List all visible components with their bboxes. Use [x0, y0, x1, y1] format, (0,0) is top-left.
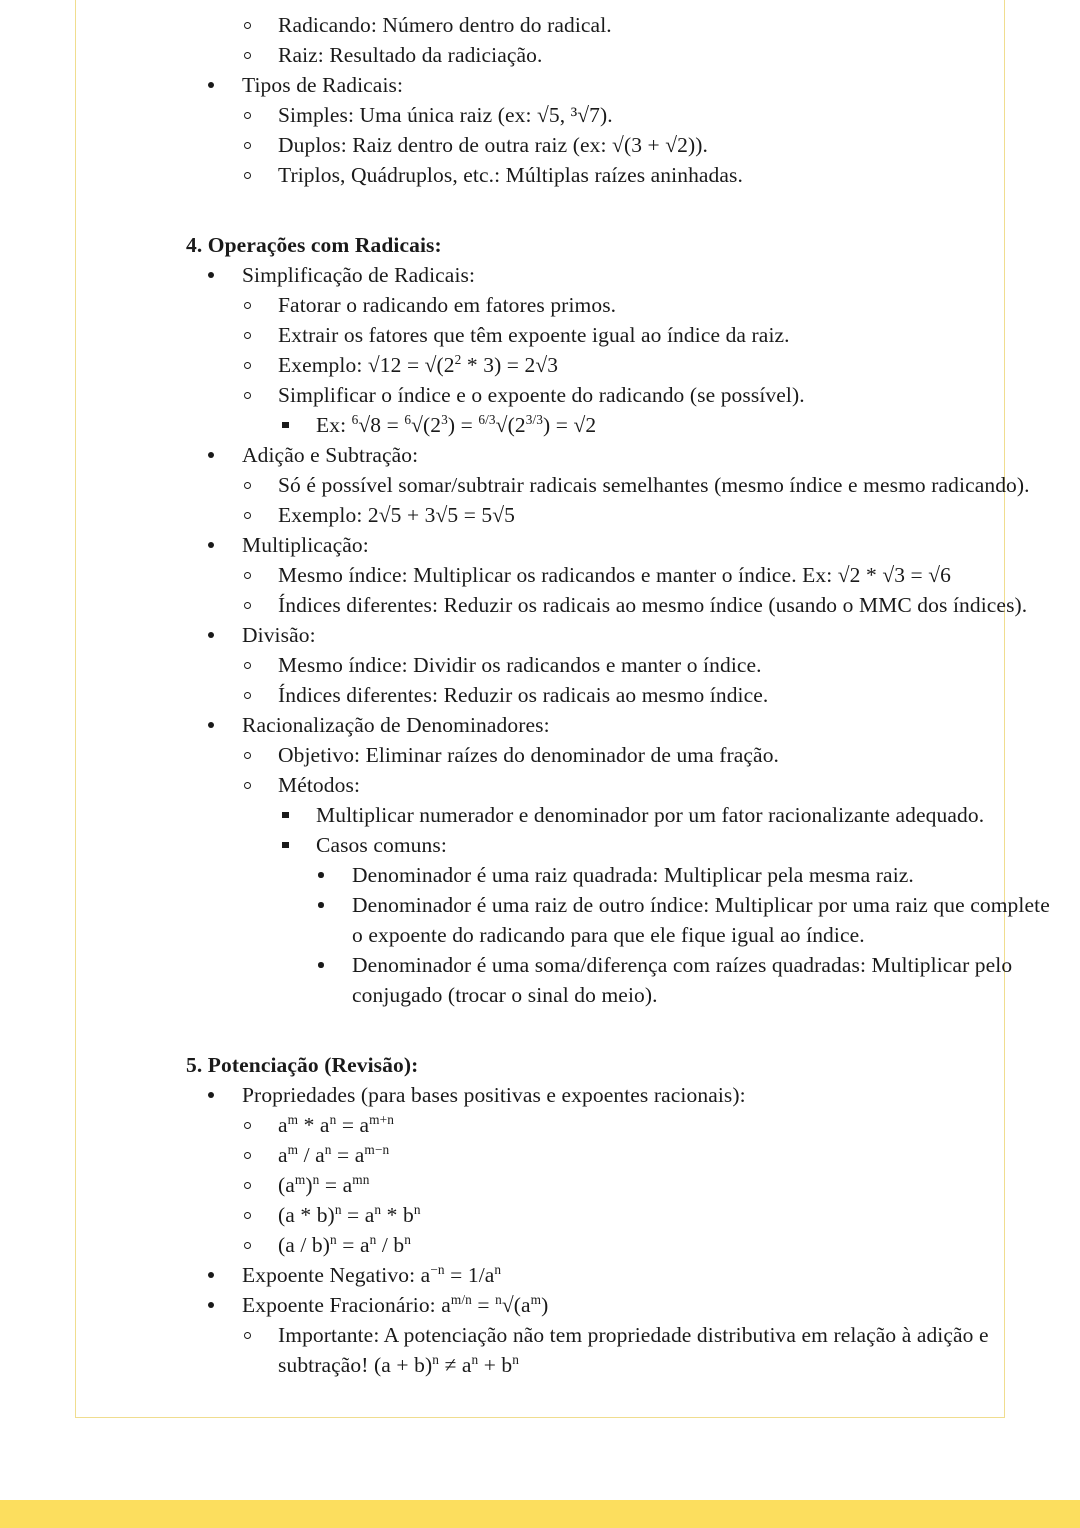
list-item [244, 40, 1056, 70]
list-item [244, 1320, 1056, 1380]
list-item-label: Adição e Subtração: [242, 443, 419, 467]
list-item-label: Denominador é uma soma/diferença com raízes quadradas: Multiplicar pelo conjugado (trocar o sinal do meio). [352, 953, 1013, 1007]
bullet-hollow-circle-icon [244, 1200, 270, 1230]
bullet-hollow-circle-icon [244, 1230, 270, 1260]
list-item [244, 740, 1056, 770]
list-item [244, 100, 1056, 130]
list-item [208, 440, 1056, 470]
list-item [244, 590, 1056, 620]
list-item-label: Simples: Uma única raiz (ex: √5, ³√7). [278, 103, 613, 127]
bullet-hollow-circle-icon [244, 590, 270, 620]
bullet-hollow-circle-icon [244, 1110, 270, 1140]
list-item [244, 1230, 1056, 1260]
bullet-hollow-circle-icon [244, 100, 270, 130]
list-item [244, 1140, 1056, 1170]
list-item-label: Triplos, Quádruplos, etc.: Múltiplas raízes aninhadas. [278, 163, 743, 187]
list-item [208, 1260, 1056, 1290]
list-item [244, 560, 1056, 590]
list-item-label: Divisão: [242, 623, 316, 647]
list-item [244, 320, 1056, 350]
list-item [244, 680, 1056, 710]
bullet-square-icon [282, 830, 308, 860]
bullet-disc-icon [208, 70, 234, 100]
list-item [318, 860, 1056, 890]
top-items-group [186, 10, 1056, 190]
document-content [186, 10, 1056, 1380]
list-item-label: Só é possível somar/subtrair radicais semelhantes (mesmo índice e mesmo radicando). [278, 473, 1030, 497]
list-item [318, 950, 1056, 1010]
list-item [282, 800, 1056, 830]
list-item-label: Radicando: Número dentro do radical. [278, 13, 612, 37]
bullet-hollow-circle-icon [244, 470, 270, 500]
bullet-disc-icon [208, 260, 234, 290]
bullet-small-disc-icon [318, 890, 344, 920]
list-item-label: Índices diferentes: Reduzir os radicais ao mesmo índice. [278, 683, 769, 707]
list-item-label: Duplos: Raiz dentro de outra raiz (ex: √(3 + √2)). [278, 133, 708, 157]
list-item-label: Objetivo: Eliminar raízes do denominador de uma fração. [278, 743, 780, 767]
list-item-label: Importante: A potenciação não tem propriedade distributiva em relação à adição e subtração! $(a + b)^n \ne a^n + b^n$ [278, 1323, 989, 1377]
list-item [208, 530, 1056, 560]
bottom-accent-bar [0, 1500, 1080, 1528]
list-item-label: Expoente Fracionário: $a^{m/n} = ^n√(a^m)$ [242, 1291, 549, 1317]
list-item [244, 380, 1056, 410]
list-item [208, 1080, 1056, 1110]
list-item [244, 770, 1056, 800]
list-item-label: Métodos: [278, 773, 361, 797]
list-item [244, 290, 1056, 320]
list-item-label: Simplificação de Radicais: [242, 263, 476, 287]
list-item-label: $a^m * a^n = a^{m+n}$ [278, 1111, 395, 1137]
bullet-hollow-circle-icon [244, 500, 270, 530]
list-item [244, 10, 1056, 40]
list-item-label: Denominador é uma raiz quadrada: Multiplicar pela mesma raiz. [352, 863, 914, 887]
bullet-hollow-circle-icon [244, 130, 270, 160]
bullet-hollow-circle-icon [244, 350, 270, 380]
bullet-hollow-circle-icon [244, 1320, 270, 1350]
list-item-label: $a^m / a^n = a^{m-n}$ [278, 1141, 390, 1167]
list-item [208, 620, 1056, 650]
list-item-label: Racionalização de Denominadores: [242, 713, 550, 737]
bullet-hollow-circle-icon [244, 740, 270, 770]
section-4-items [186, 260, 1056, 1010]
list-item [318, 890, 1056, 950]
list-item-label: Exemplo: 2√5 + 3√5 = 5√5 [278, 503, 516, 527]
bullet-hollow-circle-icon [244, 1140, 270, 1170]
bullet-hollow-circle-icon [244, 10, 270, 40]
list-item-label: Extrair os fatores que têm expoente igual ao índice da raiz. [278, 323, 790, 347]
list-item-label: Exemplo: $√12 = √(2^2 * 3) = 2√3$ [278, 351, 559, 377]
list-item [244, 1170, 1056, 1200]
list-item-label: Ex: $^6√8 = ^6√(2^3) = ^{6/3}√(2^{3/3}) = √2$ [316, 411, 597, 437]
list-item [244, 500, 1056, 530]
list-item-label: Multiplicar numerador e denominador por um fator racionalizante adequado. [316, 803, 985, 827]
list-item [244, 470, 1056, 500]
list-item-label: Multiplicação: [242, 533, 369, 557]
list-item-label: $(a^m)^n = a^{mn}$ [278, 1171, 370, 1197]
bullet-small-disc-icon [318, 860, 344, 890]
list-item-label: Expoente Negativo: $a^{-n} = 1/a^n$ [242, 1261, 502, 1287]
page-sheet [75, 0, 1050, 1418]
list-item [244, 650, 1056, 680]
list-item-label: Propriedades (para bases positivas e expoentes racionais): [242, 1083, 746, 1107]
list-item-label: Denominador é uma raiz de outro índice: Multiplicar por uma raiz que complete o expoente do radicando para que ele fique igual ao índice. [352, 893, 1050, 947]
list-item [244, 350, 1056, 380]
bullet-disc-icon [208, 1260, 234, 1290]
bullet-hollow-circle-icon [244, 770, 270, 800]
list-item [208, 1290, 1056, 1320]
bullet-disc-icon [208, 1290, 234, 1320]
bullet-square-icon [282, 800, 308, 830]
list-item [208, 260, 1056, 290]
list-item-label: $(a * b)^n = a^n * b^n$ [278, 1201, 421, 1227]
list-item [244, 1110, 1056, 1140]
list-item-label: Fatorar o radicando em fatores primos. [278, 293, 617, 317]
list-item-label: Índices diferentes: Reduzir os radicais ao mesmo índice (usando o MMC dos índices). [278, 593, 1028, 617]
bullet-hollow-circle-icon [244, 290, 270, 320]
bullet-hollow-circle-icon [244, 1170, 270, 1200]
bullet-disc-icon [208, 440, 234, 470]
section-heading-5: 5. Potenciação (Revisão): [186, 1053, 419, 1077]
bullet-hollow-circle-icon [244, 40, 270, 70]
bullet-small-disc-icon [318, 950, 344, 980]
bullet-hollow-circle-icon [244, 160, 270, 190]
list-item-label: Tipos de Radicais: [242, 73, 404, 97]
list-item [208, 70, 1056, 100]
list-item-label: Simplificar o índice e o expoente do radicando (se possível). [278, 383, 805, 407]
bullet-disc-icon [208, 1080, 234, 1110]
bullet-disc-icon [208, 710, 234, 740]
bullet-hollow-circle-icon [244, 680, 270, 710]
list-item-label: Casos comuns: [316, 833, 447, 857]
list-item [244, 1200, 1056, 1230]
list-item [282, 830, 1056, 860]
section-heading-4: 4. Operações com Radicais: [186, 233, 442, 257]
list-item [244, 130, 1056, 160]
bullet-hollow-circle-icon [244, 380, 270, 410]
section-5-items [186, 1080, 1056, 1380]
list-item [282, 410, 1056, 440]
list-item [208, 710, 1056, 740]
bullet-hollow-circle-icon [244, 650, 270, 680]
bullet-hollow-circle-icon [244, 320, 270, 350]
list-item-label: $(a / b)^n = a^n / b^n$ [278, 1231, 412, 1257]
list-item-label: Mesmo índice: Dividir os radicandos e manter o índice. [278, 653, 762, 677]
list-item-label: Mesmo índice: Multiplicar os radicandos e manter o índice. Ex: √2 * √3 = √6 [278, 563, 952, 587]
bullet-square-icon [282, 410, 308, 440]
bullet-hollow-circle-icon [244, 560, 270, 590]
list-item [244, 160, 1056, 190]
bullet-disc-icon [208, 620, 234, 650]
list-item-label: Raiz: Resultado da radiciação. [278, 43, 543, 67]
bullet-disc-icon [208, 530, 234, 560]
